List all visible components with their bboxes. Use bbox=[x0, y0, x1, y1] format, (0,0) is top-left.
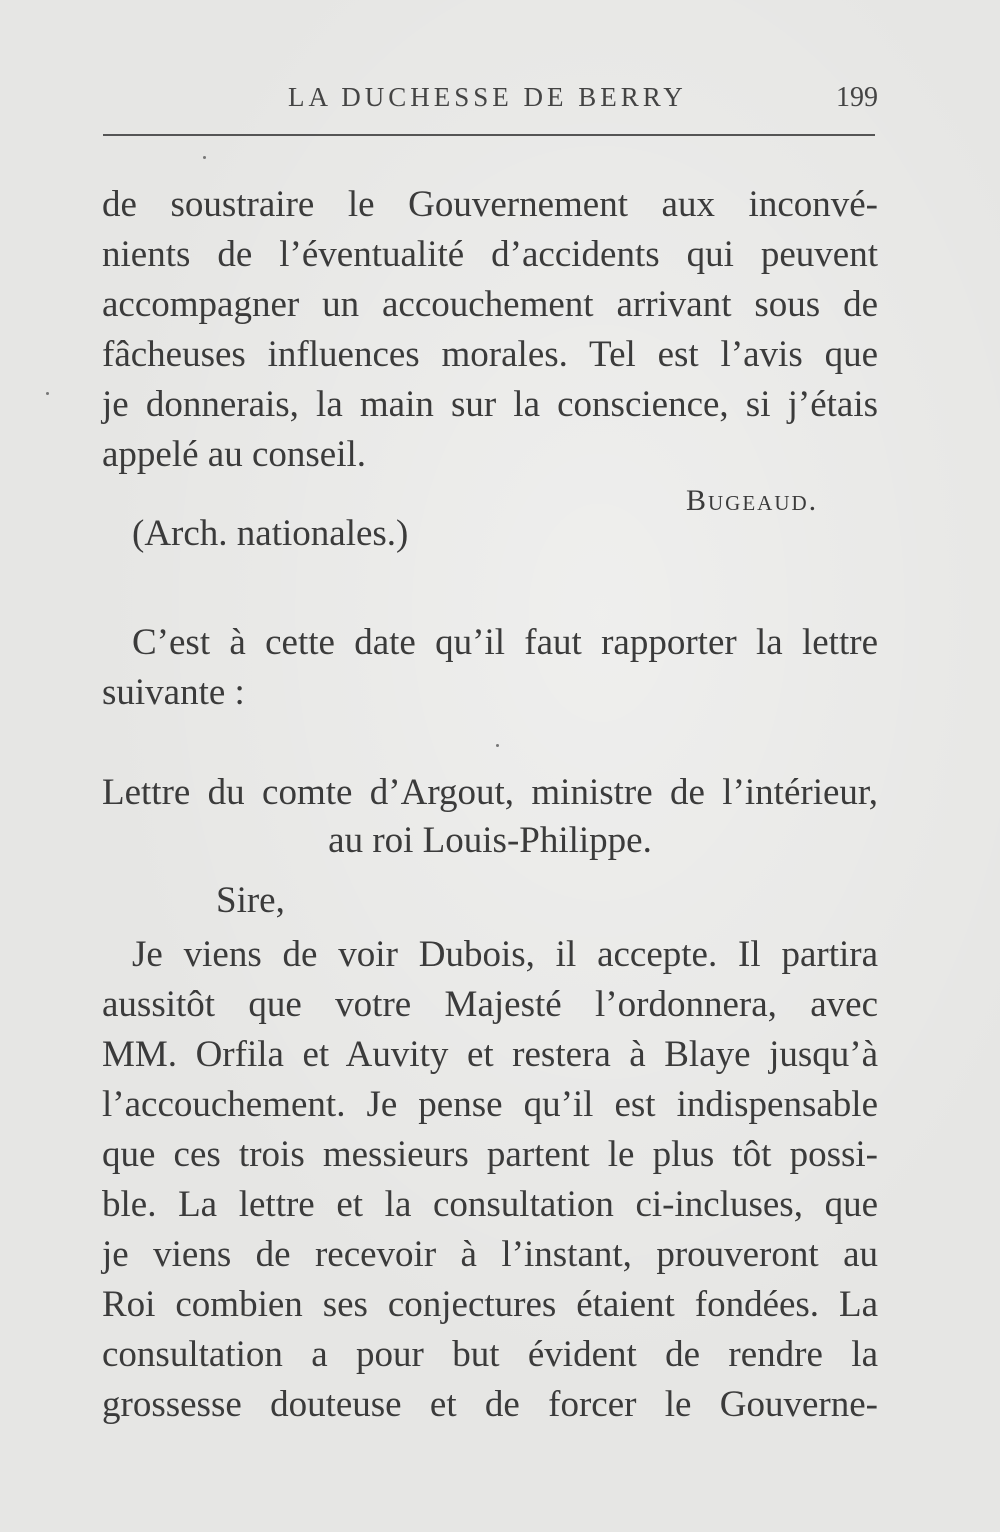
letter-body-line: je viens de recevoir à l’instant, prouveront au bbox=[102, 1234, 878, 1275]
letter-body-line: consultation a pour but évident de rendre la bbox=[102, 1334, 878, 1375]
letter-body-line: ble. La lettre et la consultation ci-incluses, que bbox=[102, 1184, 878, 1225]
letter-body-line: MM. Orfila et Auvity et restera à Blaye jusqu’à bbox=[102, 1034, 878, 1075]
letter-body-line: que ces trois messieurs partent le plus tôt possi- bbox=[102, 1134, 878, 1175]
letter-body-line: aussitôt que votre Majesté l’ordonnera, avec bbox=[102, 984, 878, 1025]
paragraph1-line: nients de l’éventualité d’accidents qui peuvent bbox=[102, 234, 878, 275]
ink-speck bbox=[46, 392, 49, 395]
ink-speck bbox=[496, 744, 499, 747]
letter-body-line: Roi combien ses conjectures étaient fondées. La bbox=[102, 1284, 878, 1325]
paragraph2-line: C’est à cette date qu’il faut rapporter la lettre bbox=[132, 622, 878, 663]
running-head bbox=[102, 82, 878, 118]
paragraph1-line: accompagner un accouchement arrivant sous de bbox=[102, 284, 878, 325]
letter-body-line: grossesse douteuse et de forcer le Gouverne- bbox=[102, 1384, 878, 1425]
paragraph1-line: je donnerais, la main sur la conscience, si j’étais bbox=[102, 384, 878, 425]
signature: Bugeaud. bbox=[686, 484, 819, 517]
running-title: LA DUCHESSE DE BERRY bbox=[288, 82, 687, 112]
letter-body-line: l’accouchement. Je pense qu’il est indispensable bbox=[102, 1084, 878, 1125]
paragraph2-line: suivante : bbox=[102, 672, 245, 713]
header-rule bbox=[103, 134, 875, 136]
letter-heading-line2: au roi Louis-Philippe. bbox=[328, 820, 652, 861]
salutation: Sire, bbox=[216, 880, 285, 921]
paragraph1-line: de soustraire le Gouvernement aux inconvé- bbox=[102, 184, 878, 225]
source-citation: (Arch. nationales.) bbox=[132, 513, 409, 554]
page-number: 199 bbox=[836, 82, 878, 113]
ink-speck bbox=[203, 156, 206, 159]
letter-heading-line1: Lettre du comte d’Argout, ministre de l’intérieur, bbox=[102, 772, 878, 813]
paragraph1-line: fâcheuses influences morales. Tel est l’avis que bbox=[102, 334, 878, 375]
paragraph1-line: appelé au conseil. bbox=[102, 434, 367, 475]
letter-body-line: Je viens de voir Dubois, il accepte. Il partira bbox=[132, 934, 878, 975]
